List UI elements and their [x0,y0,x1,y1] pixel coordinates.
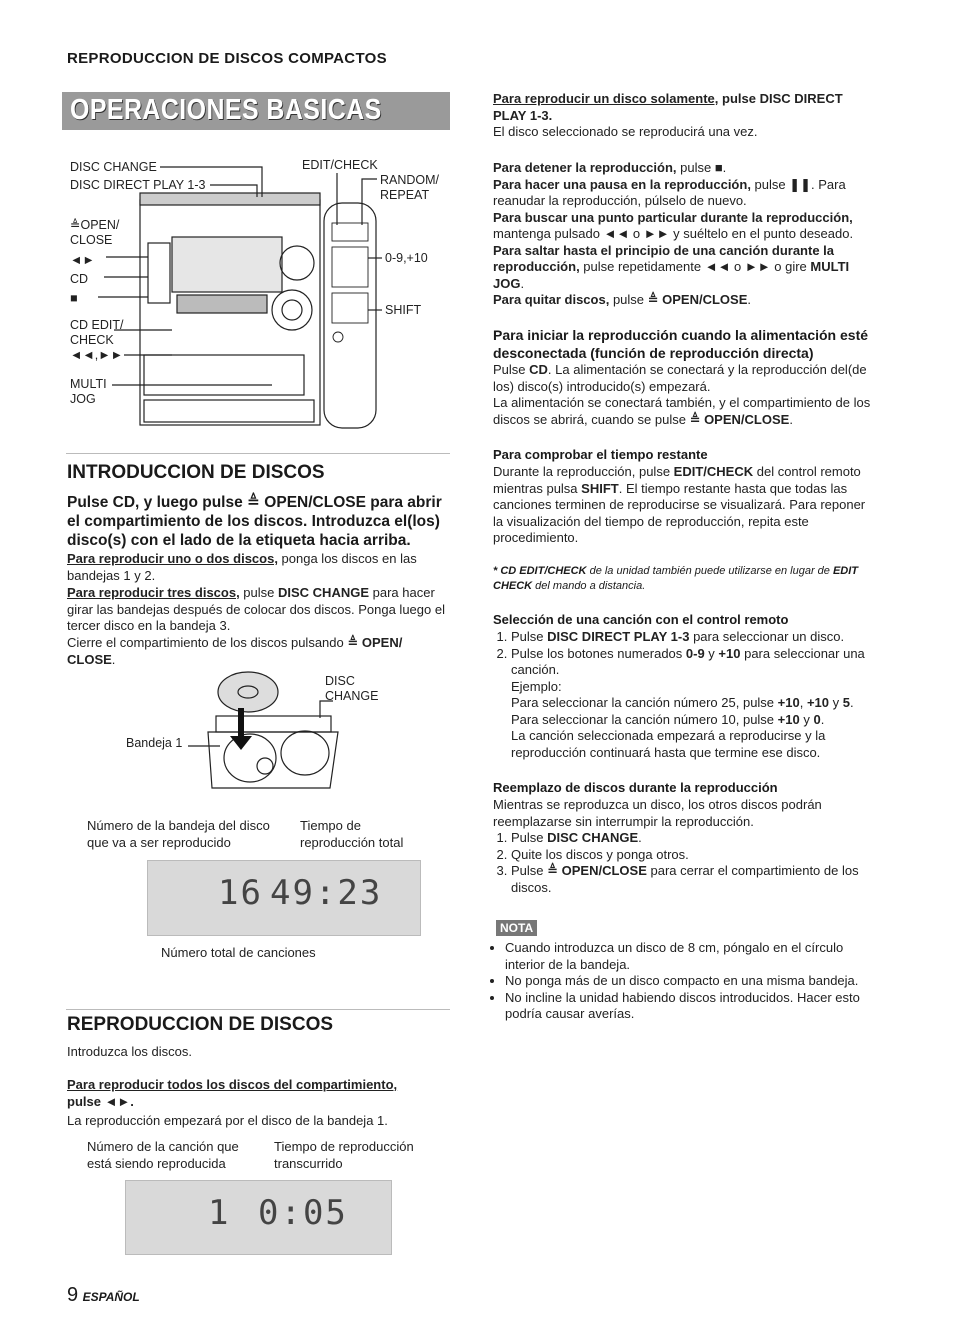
display2-track: 1 [208,1193,231,1233]
select-step-2: 2. Pulse los botones numerados 0-9 y +10 para seleccionar una canción. Ejemplo: Para seleccionar la canción número 25, pulse +10, +10 y 5. Para seleccionar la canción número 10, pulse +10 y 0. La canción seleccionada empezará a reproducirse y la reproducción continuará hasta que termine ese disco. [511,646,877,762]
display2-time: 0:05 [258,1193,348,1233]
page-number: 9 [67,1284,79,1306]
label-disc-direct: DISC DIRECT PLAY 1-3 [70,178,206,192]
label-random-repeat: RANDOM/ REPEAT [380,173,440,202]
label-cd: CD [70,272,89,286]
banner-title: OPERACIONES BASICAS [70,94,382,126]
nota-item: • Cuando introduzca un disco de 8 cm, póngalo en el círculo interior de la bandeja. [505,940,877,973]
direct-heading: Para iniciar la reproducción cuando la alimentación esté desconectada (función de reproducción directa) [493,327,869,361]
banner [62,92,450,130]
select-step-1: 1. Pulse DISC DIRECT PLAY 1-3 para seleccionar un disco. [511,629,877,646]
display1-label-left: Número de la bandeja del disco que va a ser reproducido [87,818,270,850]
controls-section: Para detener la reproducción, pulse ■. Para hacer una pausa en la reproducción, pulse ❚❚. Para reanudar la reproducción, púlselo de nuevo. Para buscar una punto particular durante la reproducción, mantenga pulsado ◄◄ o ►► y suéltelo en el punto deseado. Para saltar hasta el principio de una canción durante la reproducción, pulse repetidamente ◄◄ o ►► o gire MULTI JOG. Para quitar discos, pulse ≜ OPEN/CLOSE. [493,160,854,307]
display1-lcd [147,860,421,936]
nota-item: • No incline la unidad habiendo discos introducidos. Hacer esto podría causar averías. [505,990,877,1023]
repro-heading: REPRODUCCION DE DISCOS [67,1014,334,1035]
nota-item: • No ponga más de un disco compacto en una misma bandeja. [505,973,877,990]
label-numbers: 0-9,+10 [385,251,428,265]
nota-badge: NOTA [496,920,537,936]
replace-heading: Reemplazo de discos durante la reproducción [493,780,778,795]
label-disc-change: DISC CHANGE [70,160,157,174]
section-title: REPRODUCCION DE DISCOS COMPACTOS [67,50,387,67]
display2-label-right: Tiempo de reproducción transcurrido [274,1139,414,1171]
display1-time: 49:23 [270,873,383,913]
label-tray-disc-change: DISC CHANGE [325,674,379,703]
select-steps [493,629,877,761]
display1-track: 16 [218,873,263,913]
page-footer [67,1284,140,1307]
display1-label-right: Tiempo de reproducción total [300,818,404,850]
repro-p2: La reproducción empezará por el disco de la bandeja 1. [67,1113,388,1128]
label-stop: ■ [70,291,78,305]
tray-diagram [120,668,420,798]
label-shift: SHIFT [385,303,422,317]
divider [66,453,450,454]
intro-p1: Para reproducir uno o dos discos, ponga los discos en las bandejas 1 y 2. [67,551,417,583]
repro-p1: Introduzca los discos. [67,1044,193,1059]
label-bandeja: Bandeja 1 [126,736,183,750]
display2-lcd [125,1180,392,1255]
replace-step-3: 3. Pulse ≜ OPEN/CLOSE para cerrar el compartimiento de los discos. [511,863,877,896]
page-language: ESPAÑOL [82,1290,140,1304]
nota-list [493,940,877,1023]
display1-label-bottom: Número total de canciones [161,945,316,960]
replace-step-1: 1. Pulse DISC CHANGE. [511,830,877,847]
intro-p3: Cierre el compartimiento de los discos pulsando ≜ OPEN/ CLOSE. [67,635,403,667]
direct-text: Pulse CD. La alimentación se conectará y la reproducción del(de los) disco(s) introducido(s) empezará. La alimentación se conectará también, y el compartimiento de los discos se abrirá, cuando se pulse ≜ OPEN/CLOSE. [493,362,871,427]
time-heading: Para comprobar el tiempo restante [493,447,708,462]
display2-label-left: Número de la canción que está siendo reproducida [87,1139,239,1171]
label-cd-edit: CD EDIT/ CHECK [70,318,124,347]
label-open-close: ≜OPEN/ CLOSE [70,218,120,247]
label-play: ◄► [70,253,95,267]
divider [66,1009,450,1010]
label-skip: ◄◄,►► [70,348,123,362]
select-heading: Selección de una canción con el control remoto [493,612,789,627]
single-disc-section: Para reproducir un disco solamente, pulse DISC DIRECT PLAY 1-3. El disco seleccionado se reproducirá una vez. [493,91,843,139]
time-text: Durante la reproducción, pulse EDIT/CHECK del control remoto mientras pulsa SHIFT. El tiempo restante hasta que todas las canciones terminen de reproducirse se visualizará. Para reponer la visualización del tiempo de reproducción, repita este procedimiento. [493,464,866,545]
label-multi-jog: MULTI JOG [70,377,107,406]
stereo-diagram [62,155,452,435]
intro-p2: Para reproducir tres discos, pulse DISC CHANGE para hacer girar las bandejas después de colocar dos discos. Ponga luego el tercer disco en la bandeja 3. [67,585,445,633]
intro-subheading: Pulse CD, y luego pulse ≜ OPEN/CLOSE para abrir el compartimiento de los discos. Introduzca el(los) disco(s) con el lado de la etiqueta hacia arriba. [67,494,442,549]
repro-link: Para reproducir todos los discos del compartimiento, pulse ◄►. [67,1077,398,1109]
label-edit-check: EDIT/CHECK [302,158,378,172]
replace-text: Mientras se reproduzca un disco, los otros discos podrán reemplazarse sin interrumpir la reproducción. 1. Pulse DISC CHANGE. 2. Quite los discos y ponga otros. 3. Pulse ≜ OPEN/CLOSE para cerrar el compartimiento de los discos. [493,797,877,896]
replace-step-2: 2. Quite los discos y ponga otros. [511,847,877,864]
intro-heading: INTRODUCCION DE DISCOS [67,462,325,483]
footnote: * CD EDIT/CHECK de la unidad también puede utilizarse en lugar de EDIT CHECK del mando a distancia. [493,565,859,592]
